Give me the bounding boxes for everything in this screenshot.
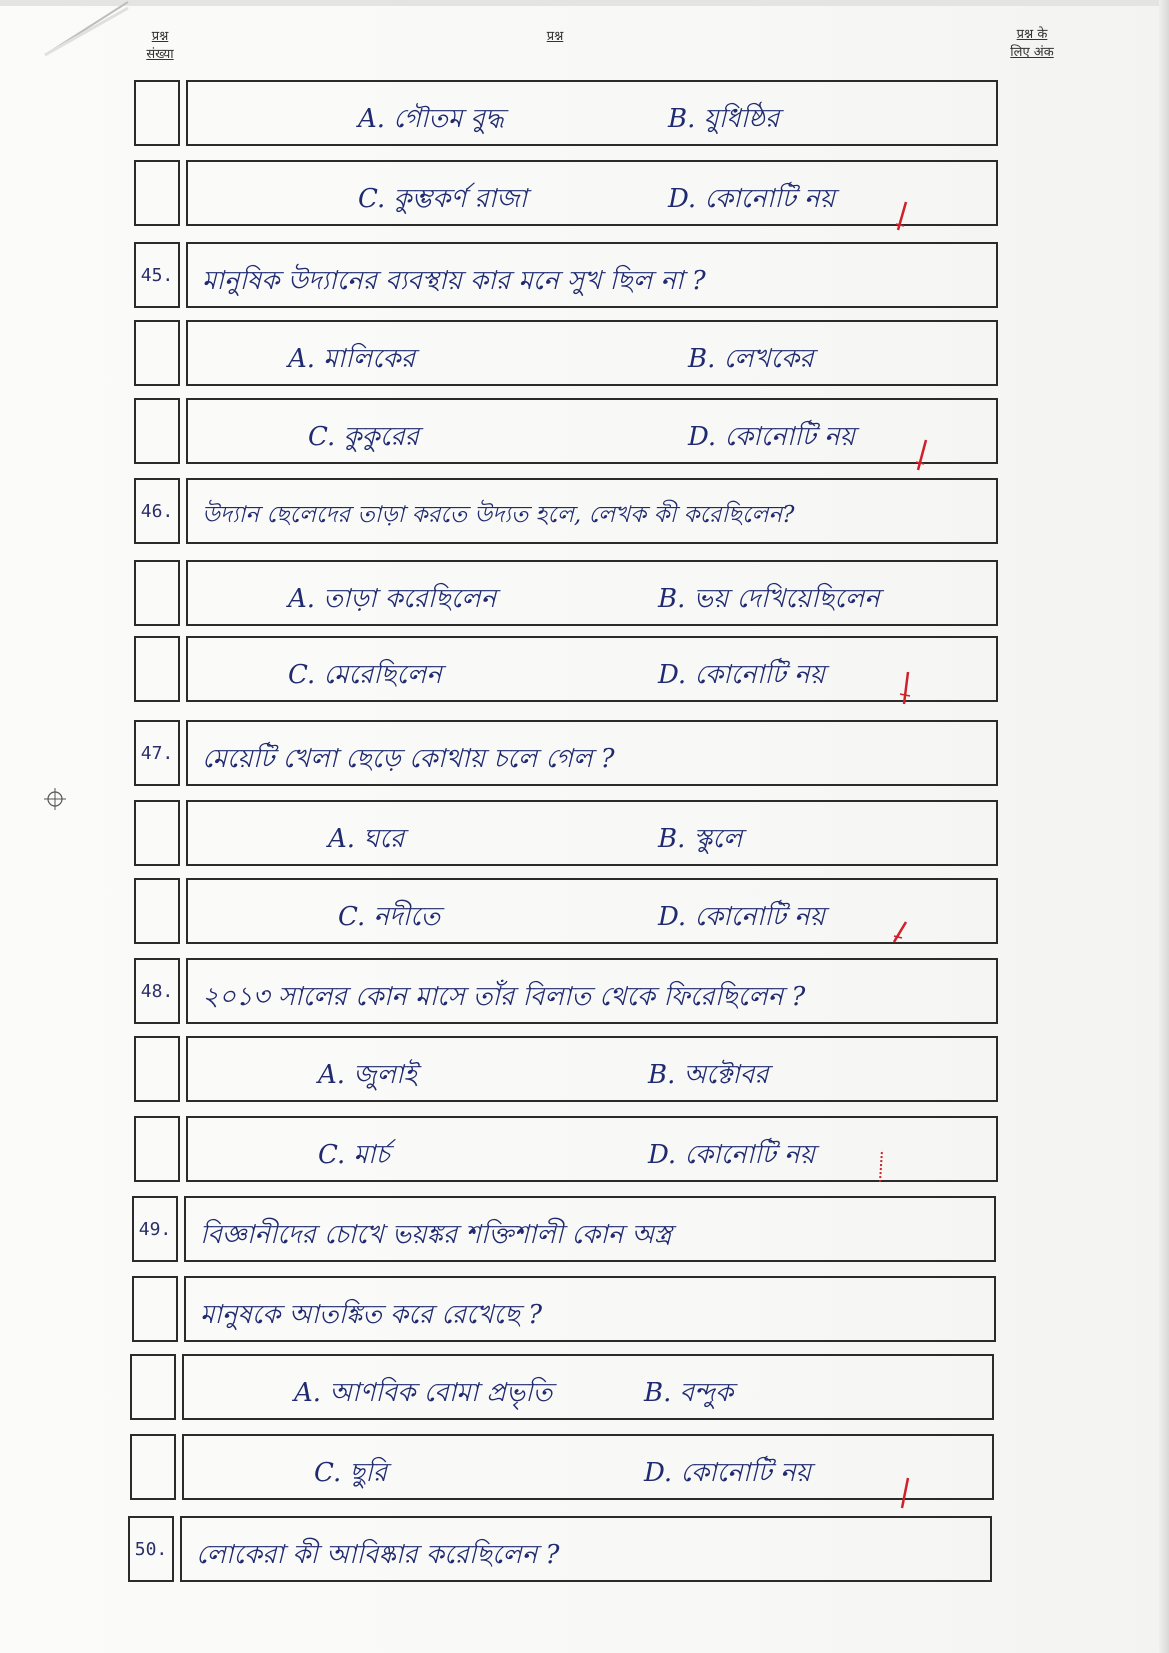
answer-cell [186,878,998,944]
answer-cell [186,320,998,386]
table-row [130,1354,996,1422]
question-text-continued: মানুষকে আতঙ্কিত করে রেখেছে ? [200,1300,543,1330]
option-c: C. মেরেছিলেন [288,660,442,690]
question-cell [186,958,998,1024]
answer-cell [186,1036,998,1102]
red-tick-mark-icon [890,1472,930,1512]
header-marks-line1: प्रश्न के [1016,27,1048,42]
question-cell [186,720,998,786]
option-d: D. কোনোটি নয় [668,184,835,214]
option-d: D. কোনোটি নয় [648,1140,815,1170]
answer-cell [186,636,998,702]
table-row [134,720,1000,788]
option-b: B. অক্টোবর [648,1060,769,1090]
table-row [134,398,1000,466]
scan-edge-top [0,0,1169,6]
question-text: লোকেরা কী আবিষ্কার করেছিলেন ? [196,1540,560,1570]
option-c: C. নদীতে [338,902,441,932]
question-number-cell [134,560,180,626]
question-number-cell [134,80,180,146]
table-row [134,160,1000,228]
answer-cell [182,1354,994,1420]
table-row [128,1516,994,1584]
question-number-cell [134,1116,180,1182]
question-number-cell: 48. [134,958,180,1024]
answer-cell [186,160,998,226]
question-cell [180,1516,992,1582]
question-text: মেয়েটি খেলা ছেড়ে কোথায় চলে গেল ? [202,744,615,774]
red-tick-mark-icon [906,434,946,474]
table-row [134,242,1000,310]
question-cell [186,478,998,544]
header-question: प्रश्न [546,29,564,44]
question-number-cell [134,160,180,226]
question-text: ২০১৩ সালের কোন মাসে তাঁর বিলাত থেকে ফিরেছিলেন ? [202,982,806,1012]
table-row [134,800,1000,868]
table-row [134,478,1000,546]
option-c: C. কুম্ভকর্ণ রাজা [358,184,528,214]
option-a: A. আণবিক বোমা প্রভৃতি [294,1378,553,1408]
header-question-number [140,28,180,64]
question-number-cell: 46. [134,478,180,544]
option-b: B. স্কুলে [658,824,743,854]
question-cell [186,242,998,308]
table-row [134,878,1000,946]
table-row [134,80,1000,148]
table-row [134,958,1000,1026]
table-row [130,1434,996,1502]
folded-corner [40,0,130,60]
question-number-cell: 45. [134,242,180,308]
answer-cell [186,560,998,626]
header-marks [1000,26,1064,62]
answer-cell [186,80,998,146]
header-qno-line2: संख्या [146,47,174,62]
option-d: D. কোনোটি নয় [688,422,855,452]
question-number-cell [130,1434,176,1500]
header-marks-line2: लिए अंक [1010,45,1054,60]
table-row [134,560,1000,628]
option-a: A. জুলাই [318,1060,418,1090]
option-d: D. কোনোটি নয় [658,660,825,690]
question-number-cell [134,320,180,386]
question-number-cell: 49. [132,1196,178,1262]
option-b: B. ভয় দেখিয়েছিলেন [658,584,880,614]
answer-cell [186,398,998,464]
option-a: A. তাড়া করেছিলেন [288,584,497,614]
option-b: B. বন্দুক [644,1378,734,1408]
option-b: B. লেখকের [688,344,814,374]
option-d: D. কোনোটি নয় [658,902,825,932]
question-text: মানুষিক উদ্যানের ব্যবস্থায় কার মনে সুখ ছিল না ? [202,266,706,296]
red-tick-mark-icon [884,912,924,952]
question-number-cell: 50. [128,1516,174,1582]
question-number-cell [134,1036,180,1102]
answer-cell [182,1434,994,1500]
option-c: C. ছুরি [314,1458,387,1488]
table-row [132,1196,998,1264]
answer-cell [186,800,998,866]
question-number-cell: 47. [134,720,180,786]
question-number-cell [134,800,180,866]
registration-mark-icon [44,788,66,810]
question-text: উদ্যান ছেলেদের তাড়া করতে উদ্যত হলে, লেখক কী করেছিলেন? [202,502,795,528]
scan-edge-right [1159,0,1169,1653]
question-number-cell [134,398,180,464]
question-text: বিজ্ঞানীদের চোখে ভয়ঙ্কর শক্তিশালী কোন অস্ত্র [200,1220,672,1250]
option-b: B. যুধিষ্ঠির [668,104,780,134]
table-row [134,320,1000,388]
option-d: D. কোনোটি নয় [644,1458,811,1488]
option-a: A. ঘরে [328,824,405,854]
question-cell [184,1276,996,1342]
option-a: A. মালিকের [288,344,416,374]
table-row [134,636,1000,704]
table-row [134,1036,1000,1104]
header-qno-line1: प्रश्न [151,29,169,44]
red-tick-mark-icon [884,196,924,236]
red-tick-mark-icon [864,1144,904,1184]
option-a: A. গৌতম বুদ্ধ [358,104,505,134]
red-tick-mark-icon [888,668,928,708]
table-row [132,1276,998,1344]
question-number-cell [130,1354,176,1420]
question-number-cell [134,636,180,702]
question-number-cell [134,878,180,944]
option-c: C. কুকুরের [308,422,419,452]
question-cell [184,1196,996,1262]
option-c: C. মার্চ [318,1140,390,1170]
question-number-cell [132,1276,178,1342]
